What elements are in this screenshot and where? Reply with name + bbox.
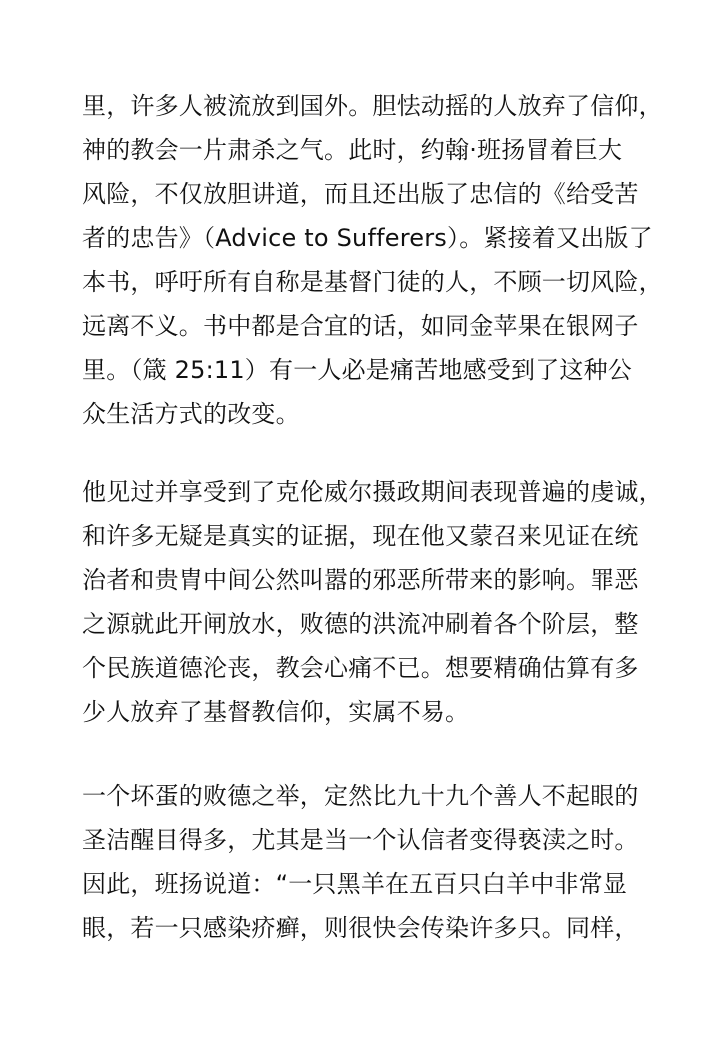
text-line: 众生活方式的改变。 — [82, 400, 300, 428]
text-line: 治者和贵胄中间公然叫嚣的邪恶所带来的影响。罪恶 — [82, 566, 639, 594]
text-line: 之源就此开闸放水，败德的洪流冲刷着各个阶层，整 — [82, 610, 639, 638]
paragraph-2 — [82, 470, 662, 734]
text-line: 少人放弃了基督教信仰，实属不易。 — [82, 698, 470, 726]
text-line: 和许多无疑是真实的证据，现在他又蒙召来见证在统 — [82, 522, 639, 550]
text-line: 里。（箴 25:11）有一人必是痛苦地感受到了这种公 — [82, 356, 632, 384]
paragraph-1 — [82, 84, 662, 436]
text-line: 本书，呼吁所有自称是基督门徒的人，不顾一切风险， — [82, 268, 663, 296]
text-line: 神的教会一片肃杀之气。此时，约翰·班扬冒着巨大 — [82, 136, 623, 164]
text-line: 一个坏蛋的败德之举，定然比九十九个善人不起眼的 — [82, 782, 639, 810]
paragraph-3 — [82, 774, 662, 950]
text-line: 里，许多人被流放到国外。胆怯动摇的人放弃了信仰， — [82, 92, 663, 120]
text-line: 风险，不仅放胆讲道，而且还出版了忠信的《给受苦 — [82, 180, 639, 208]
text-line: 他见过并享受到了克伦威尔摄政期间表现普遍的虔诚， — [82, 478, 663, 506]
text-line: 因此，班扬说道：“一只黑羊在五百只白羊中非常显 — [82, 870, 628, 898]
text-line: 圣洁醒目得多，尤其是当一个认信者变得亵渎之时。 — [82, 826, 639, 854]
text-line: 者的忠告》（Advice to Sufferers）。紧接着又出版了 — [82, 224, 653, 252]
text-line: 个民族道德沦丧，教会心痛不已。想要精确估算有多 — [82, 654, 639, 682]
text-line: 远离不义。书中都是合宜的话，如同金苹果在银网子 — [82, 312, 639, 340]
text-line: 眼，若一只感染疥癣，则很快会传染许多只。同样， — [82, 914, 639, 942]
